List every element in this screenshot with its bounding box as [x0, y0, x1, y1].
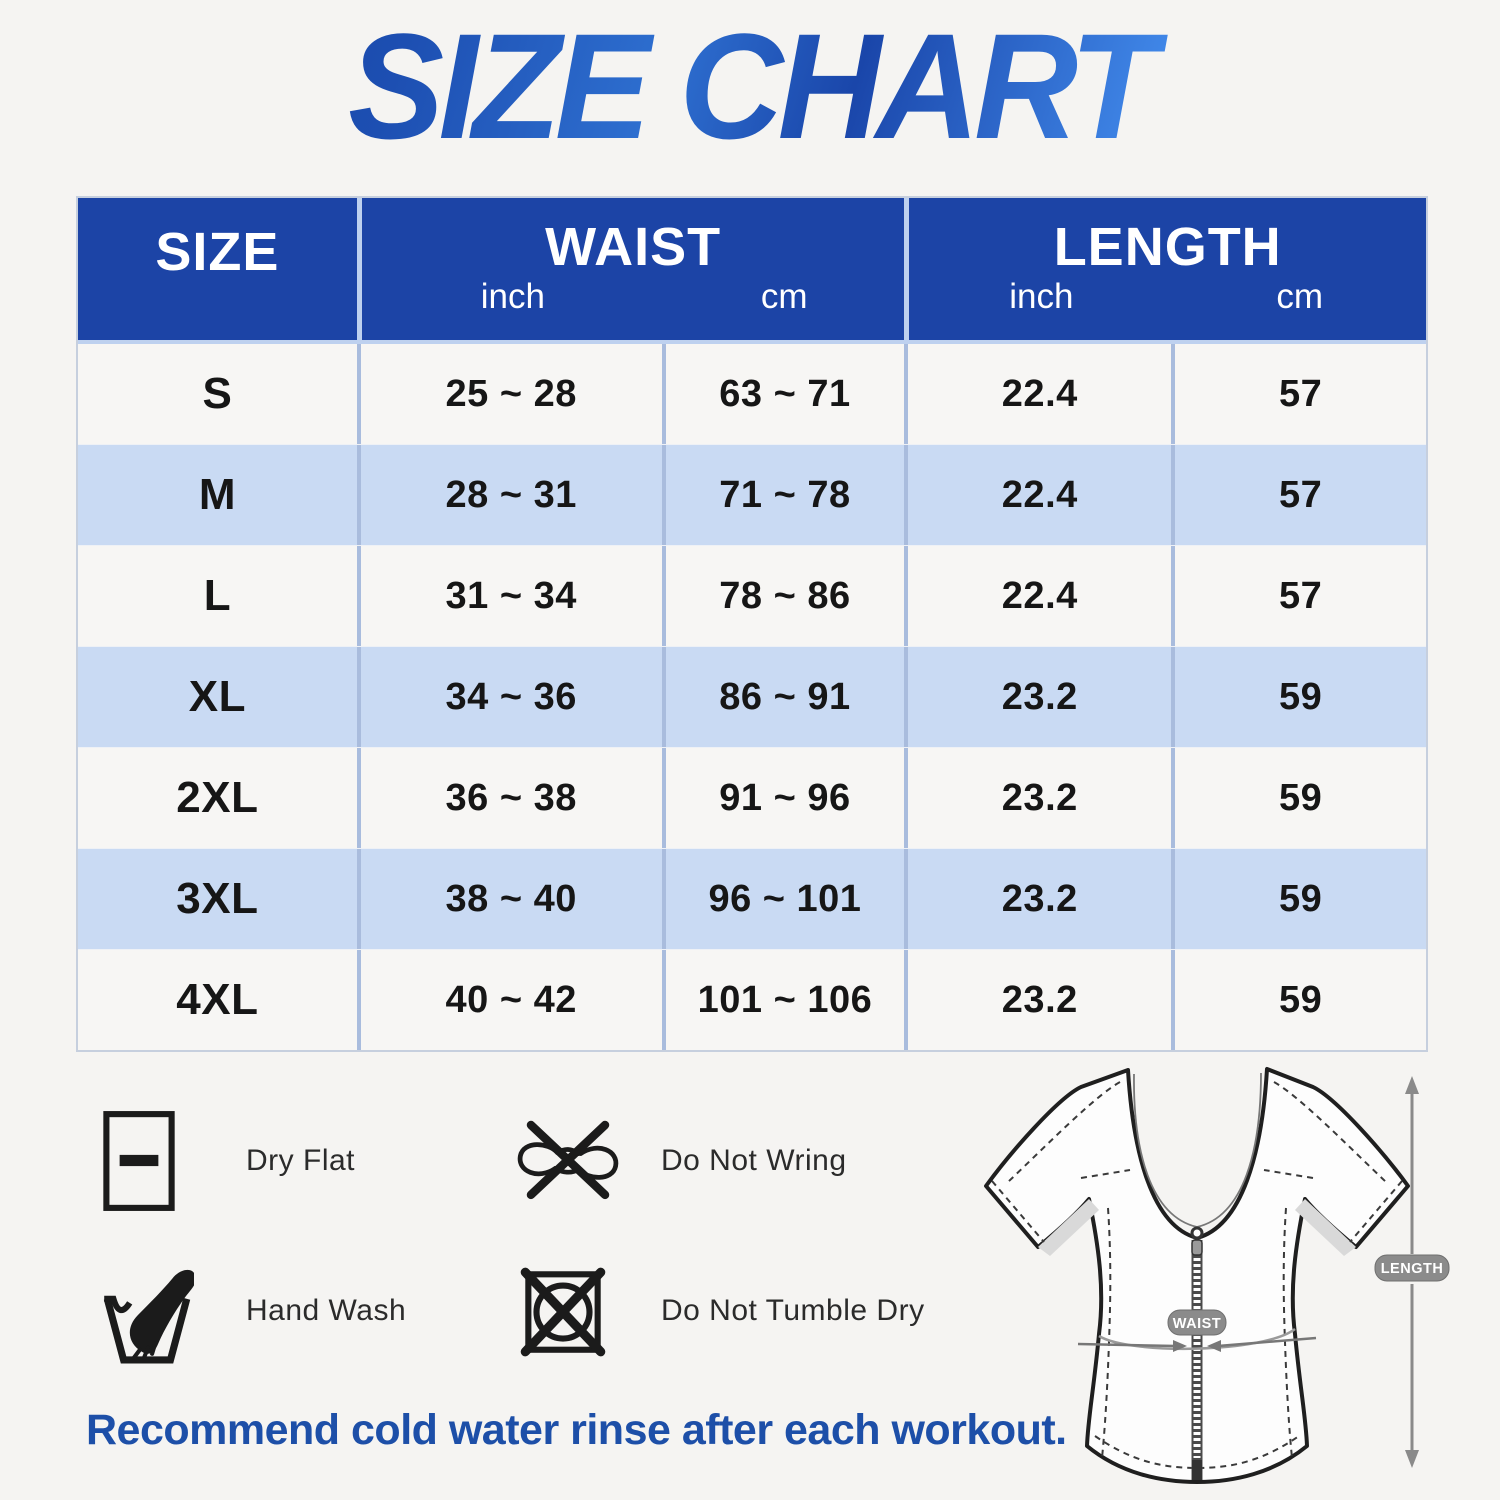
care-label: Do Not Tumble Dry — [661, 1294, 925, 1327]
size-cell: 3XL — [176, 874, 259, 923]
care-item-dry-flat — [98, 1108, 513, 1214]
waist-inch-cell: 28 ~ 31 — [357, 445, 662, 545]
waist-cm-cell: 63 ~ 71 — [662, 344, 905, 444]
length-cm-cell: 59 — [1171, 647, 1426, 747]
length-inch-cell: 23.2 — [904, 849, 1171, 949]
waist-cm-cell: 86 ~ 91 — [662, 647, 905, 747]
length-inch-unit: inch — [1009, 277, 1074, 316]
waist-cm-cell: 78 ~ 86 — [662, 546, 905, 646]
header-waist-label: WAIST — [545, 217, 722, 277]
waist-inch-unit: inch — [480, 277, 545, 316]
size-cell: 2XL — [176, 773, 259, 822]
length-cm-cell: 57 — [1171, 546, 1426, 646]
header-length-units — [909, 275, 1426, 319]
waist-cm-cell: 71 ~ 78 — [662, 445, 905, 545]
size-cell: 4XL — [176, 975, 259, 1024]
zipper — [1192, 1228, 1202, 1480]
header-waist-units — [362, 275, 905, 319]
length-inch-cell: 23.2 — [904, 647, 1171, 747]
waist-badge-label: WAIST — [1172, 1316, 1222, 1332]
length-inch-cell: 22.4 — [904, 344, 1171, 444]
length-inch-cell: 22.4 — [904, 445, 1171, 545]
waist-cm-cell: 91 ~ 96 — [662, 748, 905, 848]
table-row — [78, 848, 1426, 949]
size-cell: L — [203, 571, 232, 620]
waist-inch-cell: 25 ~ 28 — [357, 344, 662, 444]
care-item-hand-wash — [98, 1258, 513, 1364]
waist-inch-cell: 36 ~ 38 — [357, 748, 662, 848]
care-label: Dry Flat — [246, 1144, 355, 1177]
table-row — [78, 344, 1426, 444]
waist-cm-cell: 101 ~ 106 — [662, 950, 905, 1050]
table-body — [78, 344, 1426, 1050]
waist-inch-cell: 40 ~ 42 — [357, 950, 662, 1050]
table-header — [78, 198, 1426, 344]
table-row — [78, 545, 1426, 646]
length-cm-cell: 57 — [1171, 445, 1426, 545]
size-table — [76, 196, 1428, 1052]
care-item-do-not-tumble-dry — [513, 1258, 998, 1364]
size-cell: M — [198, 470, 236, 519]
waist-inch-cell: 31 ~ 34 — [357, 546, 662, 646]
recommendation-note: Recommend cold water rinse after each workout. — [86, 1406, 1067, 1454]
page-title: SIZE CHART — [30, 8, 1470, 166]
length-badge-label: LENGTH — [1380, 1261, 1444, 1277]
garment-diagram — [980, 1058, 1472, 1498]
table-row — [78, 949, 1426, 1050]
table-row — [78, 646, 1426, 747]
length-measure — [1375, 1076, 1449, 1468]
table-row — [78, 444, 1426, 545]
header-size — [78, 198, 357, 340]
length-inch-cell: 23.2 — [904, 748, 1171, 848]
length-inch-cell: 22.4 — [904, 546, 1171, 646]
size-cell: S — [202, 369, 233, 418]
length-cm-unit: cm — [1276, 277, 1323, 316]
do-not-tumble-dry-icon — [513, 1258, 625, 1364]
waist-cm-cell: 96 ~ 101 — [662, 849, 905, 949]
length-cm-cell: 59 — [1171, 748, 1426, 848]
waist-inch-cell: 38 ~ 40 — [357, 849, 662, 949]
care-instructions — [98, 1108, 998, 1364]
header-size-label: SIZE — [155, 222, 280, 282]
length-cm-cell: 57 — [1171, 344, 1426, 444]
care-item-do-not-wring — [513, 1108, 998, 1214]
do-not-wring-icon — [513, 1108, 625, 1214]
dry-flat-icon — [98, 1108, 210, 1214]
header-length-label: LENGTH — [1053, 217, 1282, 277]
length-cm-cell: 59 — [1171, 849, 1426, 949]
length-cm-cell: 59 — [1171, 950, 1426, 1050]
waist-cm-unit: cm — [760, 277, 808, 316]
table-row — [78, 747, 1426, 848]
hand-wash-icon — [98, 1258, 210, 1364]
length-inch-cell: 23.2 — [904, 950, 1171, 1050]
care-label: Hand Wash — [246, 1294, 407, 1327]
size-cell: XL — [188, 672, 246, 721]
header-length — [904, 198, 1426, 340]
header-waist — [357, 198, 905, 340]
care-label: Do Not Wring — [661, 1144, 847, 1177]
waist-inch-cell: 34 ~ 36 — [357, 647, 662, 747]
